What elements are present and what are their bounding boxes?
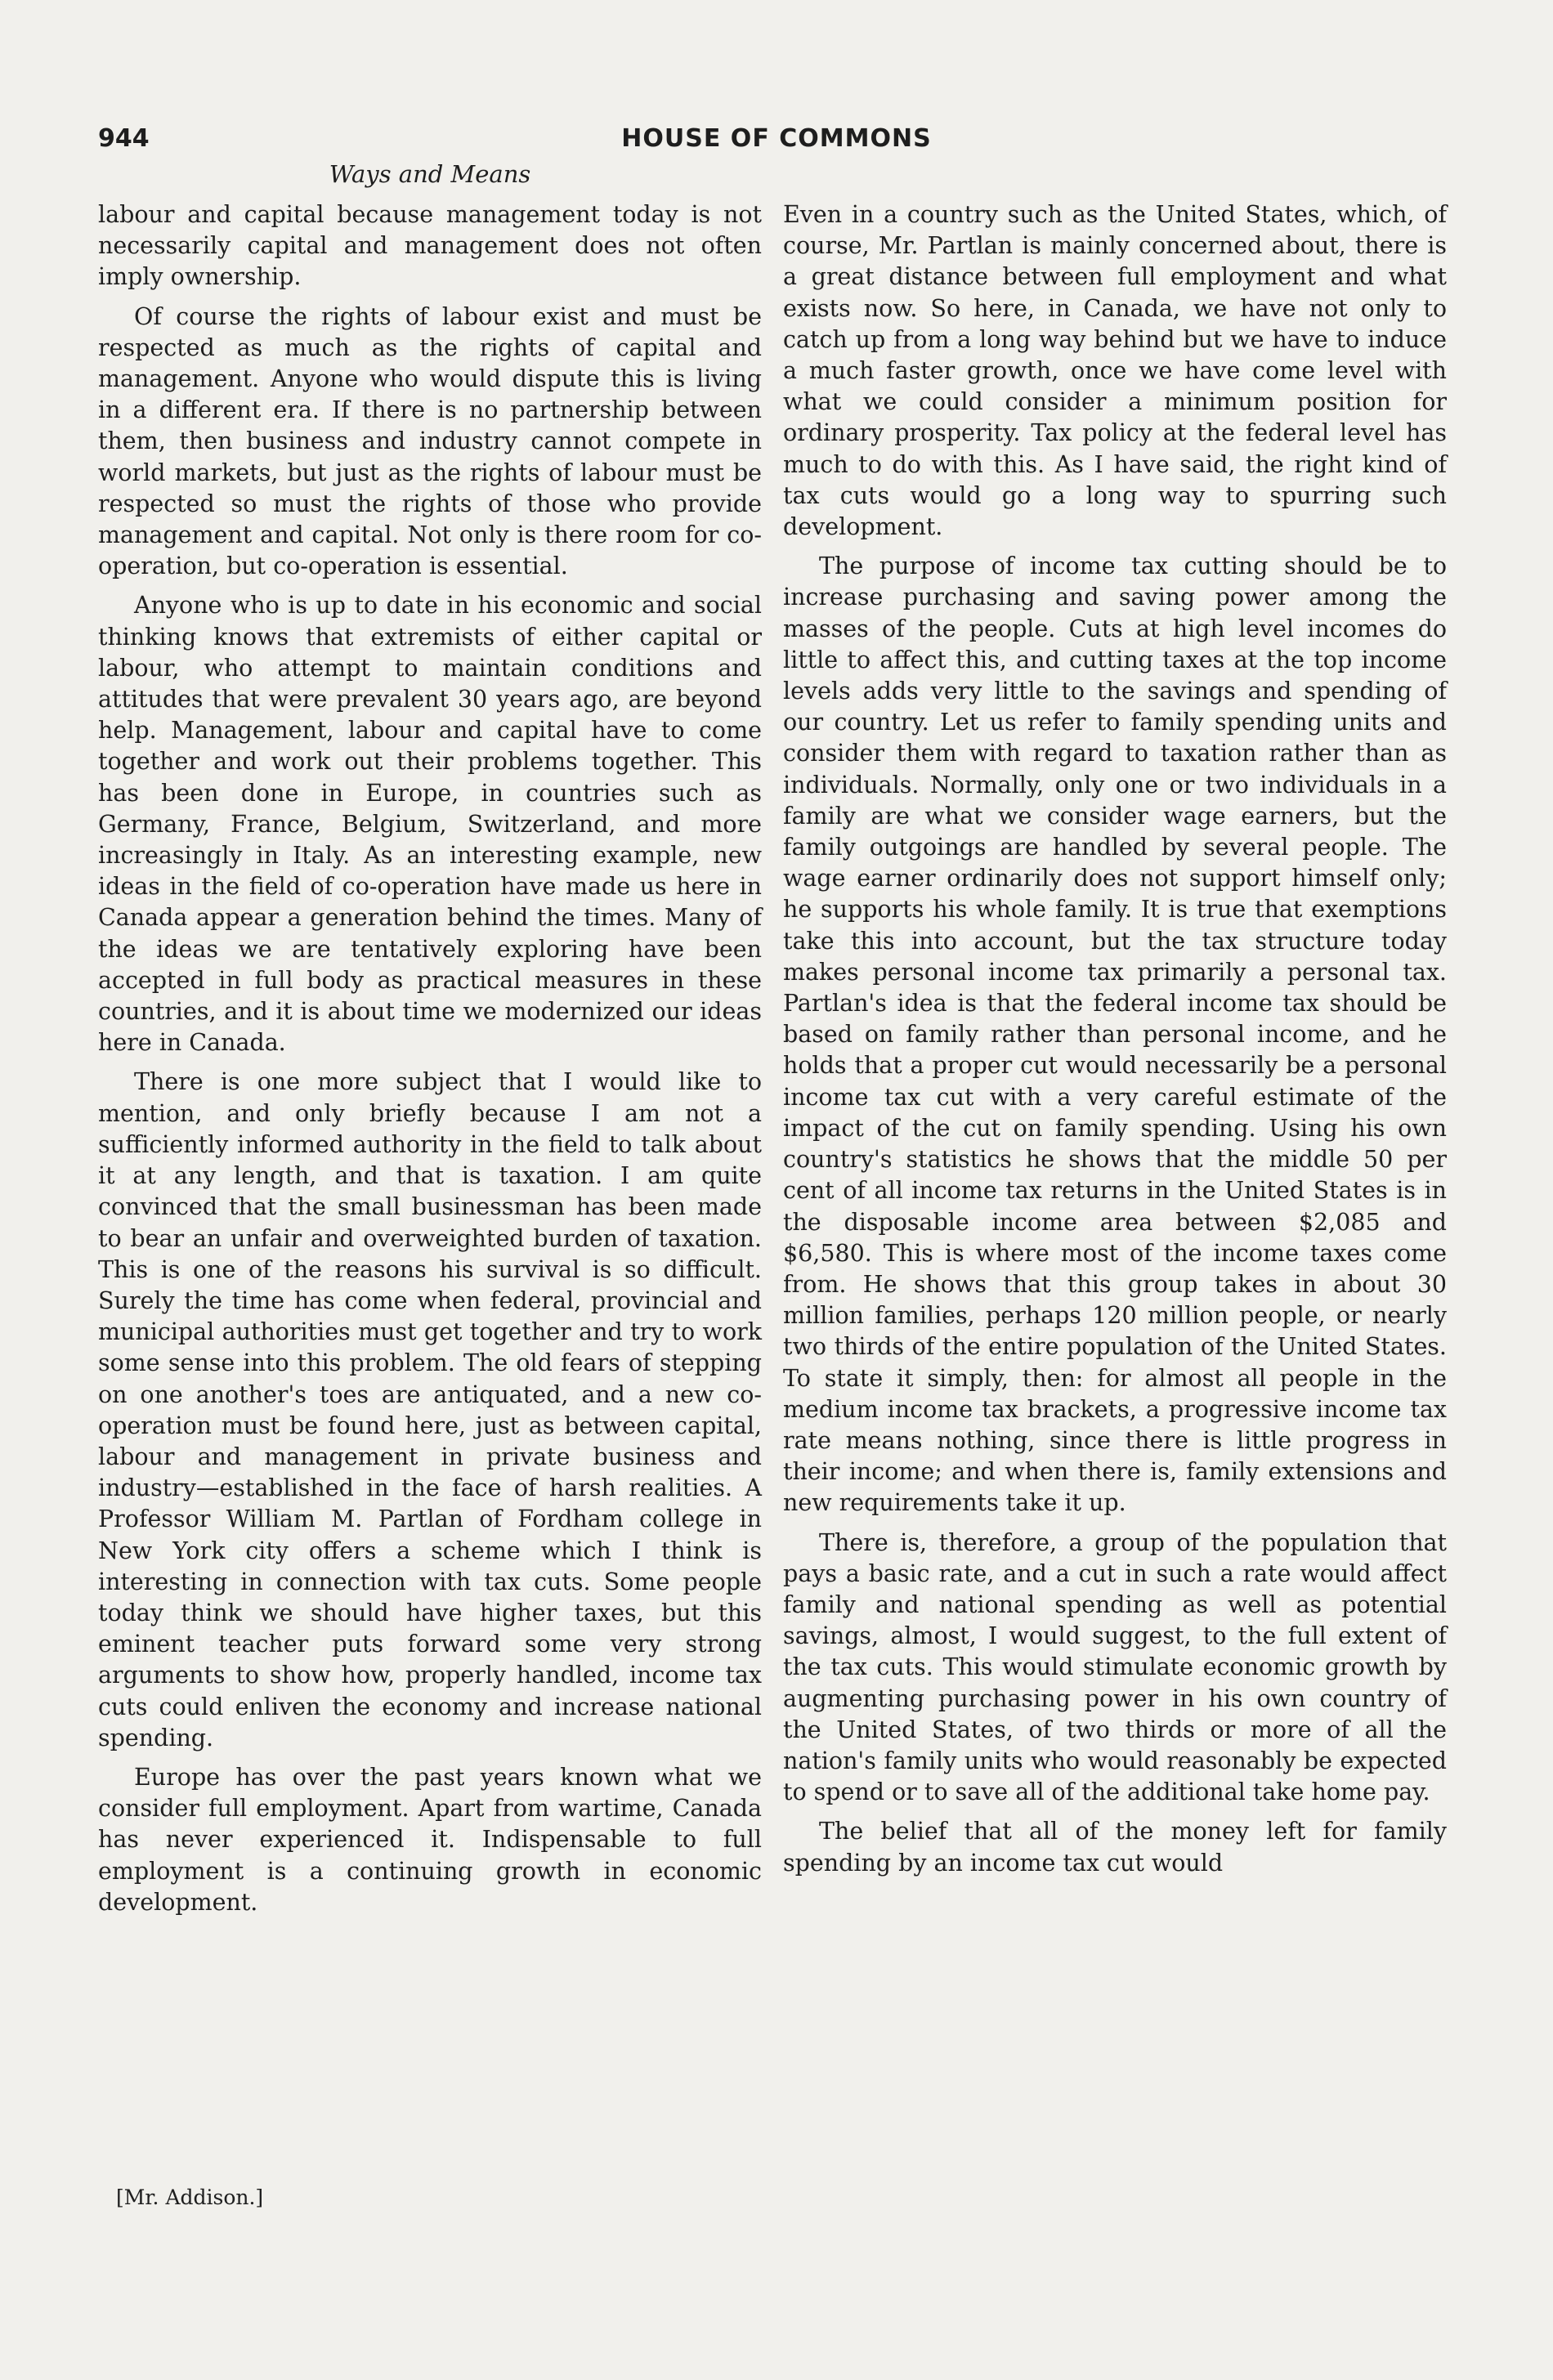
- paragraph: Anyone who is up to date in his economic and social thinking knows that extremists of either capital or labour, who attempt to maintain conditions and attitudes that were prevalent 30 years ago, are beyond help. Management, labour and capital have to come together and work out their problems together. This has been done in Europe, in countries such as Germany, France, Belgium, Switzerland, and more increasingly in Italy. As an interesting example, new ideas in the field of co-operation have made us here in Canada appear a generation behind the times. Many of the ideas we are tentatively exploring have been accepted in full body as practical measures in these countries, and it is about time we modernized our ideas here in Canada.: [98, 592, 762, 1057]
- paragraph: labour and capital because management today is not necessarily capital and management does not often imply ownership.: [98, 201, 762, 291]
- paragraph: Of course the rights of labour exist and must be respected as much as the rights of capital and management. Anyone who would dispute this is living in a different era. If there is no partnership between them, then business and industry cannot compete in world markets, but just as the rights of labour must be respected so must the rights of those who provide management and capital. Not only is there room for co-operation, but co-operation is essential.: [98, 302, 762, 580]
- paragraph: There is, therefore, a group of the population that pays a basic rate, and a cut in such a rate would affect family and national spending as well as potential savings, almost, I would suggest, to the full extent of the tax cuts. This would stimulate economic growth by augmenting purchasing power in his own country of the United States, of two thirds or more of all the nation's family units who would reasonably be expected to spend or to save all of the additional take home pay.: [783, 1528, 1447, 1806]
- paragraph: Even in a country such as the United States, which, of course, Mr. Partlan is mainly concerned about, there is a great distance between full employment and what exists now. So here, in Canada, we have not only to catch up from a long way behind but we have to induce a much faster growth, once we have come level with what we could consider a minimum position for ordinary prosperity. Tax policy at the federal level has much to do with this. As I have said, the right kind of tax cuts would go a long way to spurring such development.: [783, 201, 1447, 541]
- paragraph: The purpose of income tax cutting should be to increase purchasing and saving power among the masses of the people. Cuts at high level incomes do little to affect this, and cutting taxes at the top income levels adds very little to the savings and spending of our country. Let us refer to family spending units and consider them with regard to taxation rather than as individuals. Normally, only one or two individuals in a family are what we consider wage earners, but the family outgoings are handled by several people. The wage earner ordinarily does not support himself only; he supports his whole family. It is true that exemptions take this into account, but the tax structure today makes personal income tax primarily a personal tax. Partlan's idea is that the federal income tax should be based on family rather than personal income, and he holds that a proper cut would necessarily be a personal income tax cut with a very careful estimate of the impact of the cut on family spending. Using his own country's statistics he shows that the middle 50 per cent of all income tax returns in the United States is in the disposable income area between $2,085 and $6,580. This is where most of the income taxes come from. He shows that this group takes in about 30 million families, perhaps 120 million people, or nearly two thirds of the entire population of the United States. To state it simply, then: for almost all people in the medium income tax brackets, a progressive income tax rate means nothing, since there is little progress in their income; and when there is, family extensions and new requirements take it up.: [783, 552, 1447, 1517]
- section-head: Ways and Means: [329, 160, 531, 188]
- paragraph: There is one more subject that I would like to mention, and only briefly because I am not a sufficiently informed authority in the field to talk about it at any length, and that is taxation. I am quite convinced that the small businessman has been made to bear an unfair and overweighted burden of taxation. This is one of the reasons his survival is so difficult. Surely the time has come when federal, provincial and municipal authorities must get together and try to work some sense into this problem. The old fears of stepping on one another's toes are antiquated, and a new co-operation must be found here, just as between capital, labour and management in private business and industry—established in the face of harsh realities. A Professor William M. Partlan of Fordham college in New York city offers a scheme which I think is interesting in connection with tax cuts. Some people today think we should have higher taxes, but this eminent teacher puts forward some very strong arguments to show how, properly handled, income tax cuts could enliven the economy and increase national spending.: [98, 1068, 762, 1751]
- page-number: 944: [98, 124, 150, 153]
- running-head: HOUSE OF COMMONS: [621, 124, 932, 153]
- paragraph: Europe has over the past years known what we consider full employment. Apart from wartime, Canada has never experienced it. Indispensable to full employment is a continuing growth in economic development.: [98, 1763, 762, 1916]
- left-column: [98, 199, 762, 1926]
- paragraph: The belief that all of the money left for family spending by an income tax cut would: [783, 1818, 1447, 1877]
- speaker-attribution: [Mr. Addison.]: [116, 2185, 264, 2209]
- right-column: [783, 199, 1447, 1887]
